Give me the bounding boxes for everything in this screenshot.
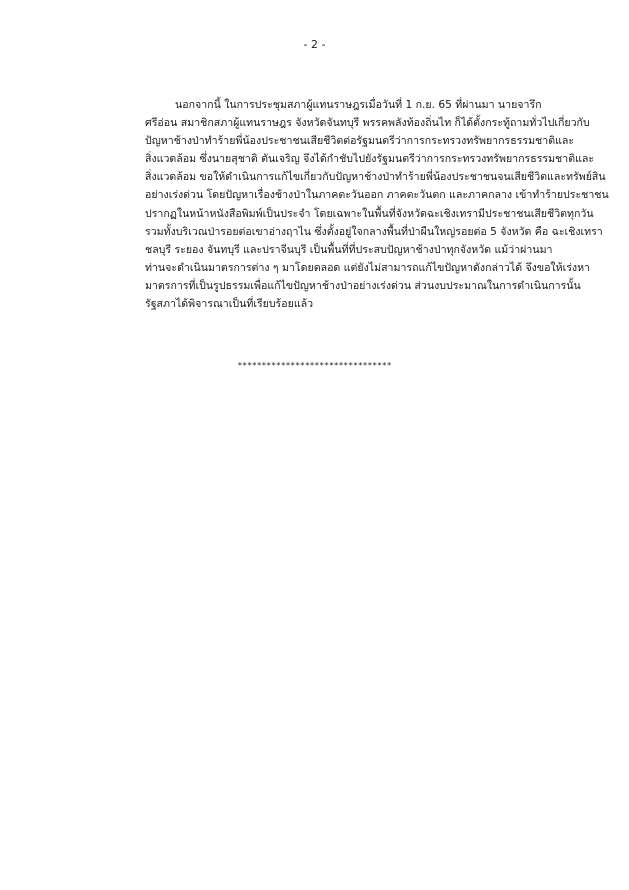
paragraph-line: ท่านจะดำเนินมาตรการต่าง ๆ มาโดยตลอด แต่ยังไม่สามารถแก้ไขปัญหาดังกล่าวได้ จึงขอให้เร่งหา <box>145 261 591 274</box>
paragraph-line: อย่างเร่งด่วน โดยปัญหาเรื่องช้างป่าในภาคตะวันออก ภาคตะวันตก และภาคกลาง เข้าทำร้ายประชาชน <box>145 189 609 202</box>
body-paragraph <box>145 96 609 313</box>
paragraph-line: มาตรการที่เป็นรูปธรรมเพื่อแก้ไขปัญหาช้างป่าอย่างเร่งด่วน ส่วนงบประมาณในการดำเนินการนั้น <box>145 279 581 292</box>
page-number: - 2 - <box>303 38 326 51</box>
paragraph-line: รวมทั้งบริเวณป่ารอยต่อเขาอ่างฤาไน ซึ่งตั้งอยู่ใจกลางพื้นที่ป่าผืนใหญ่รอยต่อ 5 จังหวัด คือ ฉะเชิงเทรา <box>145 225 603 238</box>
paragraph-line: สิ่งแวดล้อม ซึ่งนายสุชาติ ตันเจริญ จึงได้กำชับไปยังรัฐมนตรีว่าการกระทรวงทรัพยากรธรรมชาติและ <box>145 153 595 166</box>
paragraph-line: ปรากฏในหน้าหนังสือพิมพ์เป็นประจำ โดยเฉพาะในพื้นที่จังหวัดฉะเชิงเทรามีประชาชนเสียชีวิตทุกวัน <box>145 207 594 220</box>
paragraph-line: ศรีอ่อน สมาชิกสภาผู้แทนราษฎร จังหวัดจันทบุรี พรรคพลังท้องถิ่นไท ก็ได้ตั้งกระทู้ถามทั่วไปเกี่ยวกับ <box>145 117 590 130</box>
paragraph-line: รัฐสภาได้พิจารณาเป็นที่เรียบร้อยแล้ว <box>145 298 314 311</box>
paragraph-line: สิ่งแวดล้อม ขอให้ดำเนินการแก้ไขเกี่ยวกับปัญหาช้างป่าทำร้ายพี่น้องประชาชนจนเสียชีวิตและทรัพย์สิน <box>145 171 606 184</box>
paragraph-line: นอกจากนี้ ในการประชุมสภาผู้แทนราษฎรเมื่อวันที่ 1 ก.ย. 65 ที่ผ่านมา นายจารึก <box>175 99 542 111</box>
section-separator: ******************************** <box>237 361 392 370</box>
paragraph-line: ชลบุรี ระยอง จันทบุรี และปราจีนบุรี เป็นพื้นที่ที่ประสบปัญหาช้างป่าทุกจังหวัด แม้ว่าผ่านมา <box>145 243 553 256</box>
paragraph-line: ปัญหาช้างป่าทำร้ายพี่น้องประชาชนเสียชีวิตต่อรัฐมนตรีว่าการกระทรวงทรัพยากรธรรมชาติและ <box>145 135 575 148</box>
